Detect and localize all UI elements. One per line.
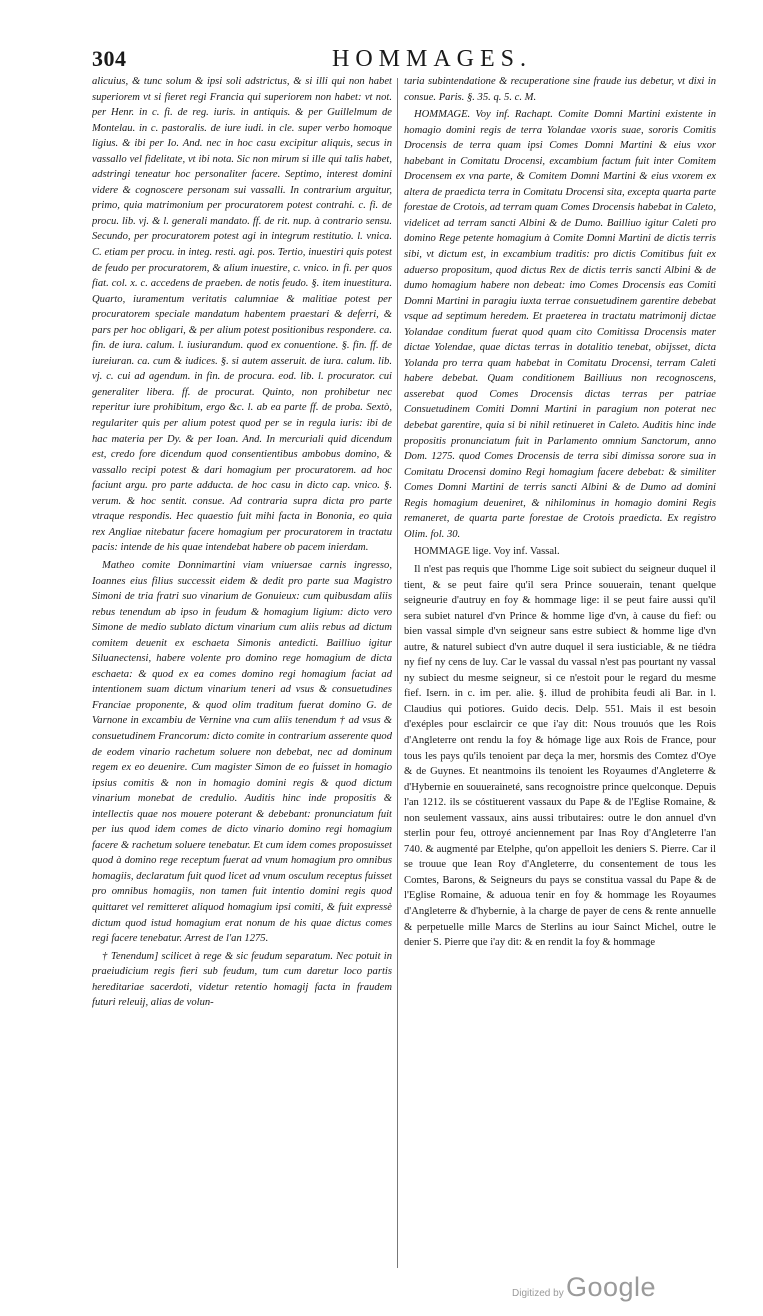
left-paragraph-2: Matheo comite Donnimartini viam vniuersae carnis ingresso, Ioannes eius filius successit eidem & dedit pro parte sua Magistro Simoni de tria fratri suo vinarium de Gonuieux: cum quibusdam aliis rebus tenendum ab ipso in feudum & homagium ligium: dicto vero Simone de medio sublato dictum vinarium cum aliis rebus ad dictum comitem deuenit ex eschaeta Simonis antedicti. Bailliuo igitur Siluanectensi, habere volente pro domino rege homagium de dicta eschaeta: & quod ex ea comes domino regi homagium faciat ad intentionem suam dictum vinarium teneri ad vsus & consuetudines Franciae proponente, & quod olim traditum fuerat domino G. de Varnone in excambiu de Vernine vna cum aliis tenendum † ad vsus & consuetudinem Francorum: dicto comite in contrarium asserente quod de eodem vinario rachetum soluere non debebat, nec ad dominum regem ex eo deuenire. Cum magister Simon de eo fuisset in homagio ipsius comitis & non in homagio domini regis & quod dictum vinarium monebat de credulio. Auditis hinc inde propositis & intellectis quae nos mouere poterant & debebant: pronunciatum fuit per ius quod idem comes de dicto vinario domino regi homagium facere & rachetum soluere tenebatur. Et cum idem comes proposuisset quod à domino rege receptum fuerat ad vnum homagium pro omnibus homagiis, declaratum fuit quod licet ad vnum osculum receptus fuisset pro omnibus homagiis, non tamen fuit intentio domini regis quod quittaret vel remitteret aliquod homagium ipsi comiti, & fuit expressè dictum quod istud homagium erat nonum de his quae dictus comes regi facere tenebatur. Arrest de l'an 1275.	[92, 559, 392, 945]
google-watermark	[512, 1272, 722, 1306]
right-column	[404, 74, 716, 1274]
left-column	[92, 74, 392, 1274]
right-paragraph-3: HOMMAGE lige. Voy inf. Vassal.	[414, 546, 560, 558]
left-paragraph-1: alicuius, & tunc solum & ipsi soli adstrictus, & si illi qui non habet superiorem vt si fieret regi Francia qui superiorem non habet: vt not. per Henr. in c. fi. de reg. iuris. in antiquis. & per Guillelmum de Montelau. in c. pastoralis. de iure iudi. in cle. super verbo homoque ligius. & ibi per Io. And. nec in hoc casu excipitur aliquis, secus in vassallo vel fidelitate, vt ibi nota. Sic non mirum si ille qui talis habet, adstringi teneatur hoc personaliter facere. Septimo, interest domini videre & cognoscere personam sui vassalli. In contrarium arguitur, primo, quia matrimonium per procuratorem potest contrahi. c. fi. de procu. lib. vj. & l. generali mandato. ff. de rit. nup. à contrario sensu. Secundo, per procuratorem potest agi in integrum restitutio. l. vnica. C. etiam per procu. in integ. resti. agi. pos. Tertio, inuestiri quis potest de feudo per procuratorem, & alium inuestire, c. vnico. in fi. per quos fiat. col. x. c. accedens de praeben. de notis feudo. §. item inuestitura. Quarto, iuramentum veritatis calumniae & malitiae potest per procuratorem speciale mandatum habentem praestari & deferri, & pars per hoc obligari, & per alium potest positionibus respondere. ca. fin. de iura. calum. l. iusiurandum. quod ex conuentione. §. fin. ff. de iureiuran. ca. cum & iudices. §. si autem asseruit. de iura. calum. lib. vj. c. cui ad agendum. in fin. de procura. eod. lib. l. procurator. cui generaliter libera. ff. de procurat. Quinto, non prohibetur nec reperitur iure prohibitum, ergo &c. l. ab ea parte ff. de proba. Sextò, regulariter quis per alium potest quod per se in regula iuris: ibi de hac materia per Dy. & per Ioan. And. In mercuriali quid dicendum est, credo fore dicendum quod consentientibus ambobus domino, & vassallo recipi potest & dari homagium per procuratorem. ad hoc faciunt argu. pro parte adducta. de hoc casu in dicto cap. vnico. §. verum. & hoc sentit. consue. Ad contraria supra dicta pro parte vtraque respondis. Hec quaestio fuit mihi facta in Bononia, eo quia rex Angliae nitebatur facere homagium per procuratorem in tractatu pacis: intende de his quae intendebat habere ob pacem inierdam.	[92, 76, 392, 554]
right-paragraph-4: Il n'est pas requis que l'homme Lige soit subiect du seigneur duquel il tient, & se peut faire qu'il sera Prince souuerain, tenant quelque seigneurie d'autruy en foy & hommage lige: il se peut faire aussi qu'il sera subiet naturel d'vn Prince & homme lige d'vn, à cause du fief: ou bien vassal simple d'vn seigneur sans estre subiect & homme lige d'vn autre, & naturel subiect d'vn autre duquel il sera iusticiable, & ne tiédra ny fief ny cens de luy. Car le vassal du vassal n'est pas pourtant ny vassal ny subiect du mesme seigneur, si ce n'estoit pour le regard du mesme fief. Isern. in c. im per. alie. §. illud de prohibita feudi ali Bar. in l. Claudius qui potiores. Guido decis. Delp. 551. Mais il est besoin d'exéples pour esclaircir ce que i'ay dit: Nous trouuós que les Rois d'Angleterre ont rendu la foy & hómage lige aux Rois de France, pour tous les pays qu'ils tenoient par deça la mer, horsmis des Comtez d'Oye & de Guynes. Et neantmoins ils tenoient les Royaumes d'Angleterre & d'Hybernie en souueraineté, sans recognoistre prince quelconque. Depuis l'an 1212. ils se cóstituerent vassaux du Pape & de l'Eglise Romaine, & non seulement vassaux, ains aussi tributaires: outre le don annuel d'vn sterlin pour feu, ottroyé anciennement par Inas Roy d'Angleterre l'an 740. & augmenté par Etelphe, qu'on appelloit les deniers S. Pierre. Car il se trouue que Iean Roy d'Angleterre, du consentement de tous les Comtes, Barons, & Seigneurs du pays se constitua vassal du Pape & de l'Eglise Romaine, & aduoua tenir en foy & hommage les Royaumes d'Angleterre & d'hybernie, à la charge de payer de cens & rente annuelle & perpetuelle mille Marcs de Sterlins au iour Sainct Michel, outre le denier S. Pierre que i'ay dit: & en rendit la foy & hommage	[404, 563, 716, 949]
right-paragraph-1: taria subintendatione & recuperatione sine fraude ius debetur, vt dixi in consue. Paris. §. 35. q. 5. c. M.	[404, 76, 716, 103]
digitized-by-text: Digitized by	[512, 1288, 564, 1299]
left-paragraph-3: † Tenendum] scilicet à rege & sic feudum separatum. Nec potuit in praeiudicium regis fieri sub feudum, tum cum daretur loco partis hereditariae sacerdoti, videtur retentio homagij facta in fraudem futuri releuij, alias de volun-	[92, 950, 392, 1009]
google-logo: Google	[566, 1272, 657, 1302]
right-paragraph-2: HOMMAGE. Voy inf. Rachapt. Comite Domni Martini existente in homagio domini regis de terra Yolandae vxoris suae, sororis Comitis Drocensis de terra quam ipsi Comes Domni Martini & eius vxor habebant in Comitatu Drocensi, excambium factum fuit inter Comitem Drocensem ex vna parte, & Comitem Domni Martini & eius vxorem ex altera de praedicta terra in Comitatu Drocensi sita, excepta quarta parte forestae de Crotois, ad terram quam Comes Drocensis habebat in Caleto, videlicet ad terram sancti Albini & de Dumo. Bailliuo igitur Caleti pro domino Rege petente homagium à Comite Domni Martini de dictis terris sibi, vt dictum est, in excambium traditis: pro dictis Comitibus fuit ex aduerso propositum, quod dictus Rex de dictis terris sancti Albini & de dumo homagium habere non debeat: imo Comes Drocensis eas Comiti Domni Martini in paragiu iuxta terrae consuetudinem garentire debebat vsque ad septimum heredem. Et praeterea in tractatu matrimonij dictae Yolandae conditum fuerat quod quam cito Comitissa Drocensis mater dictae Yolendae, quae dictas terras in dotalitio tenebat, obijsset, dicta Yolanda pro terra quam habebat in Comitatu Drocensi, terram Caleti habere debebat. Quam conditionem Bailliuus non recognoscens, asserebat quod Comes Drocensis dictas terras per patriae Consuetudinem Comiti Domni Martini in paragium non poterat nec debebat garentire, quia si bi nihil retinueret in Caleto. Auditis hinc inde propositis pronunciatum fuit in Parlamento omnium Sanctorum, anno Dom. 1275. quod Comes Drocensis de terra sibi dimissa sorore sua in Comitatu Drocensi domino Regi homagium facere debebat: & similiter Comes Domni Martini de terris sancti Albini & de Dumo ad domini Regis homagium deueniret, & nihilominus in homagio domini Regis remaneret, de quarta parte forestae de Crotois praedicta. Ex registro Olim. fol. 30.	[404, 109, 716, 540]
column-divider	[397, 78, 398, 1268]
running-title: HOMMAGES.	[331, 46, 532, 72]
page-number: 304	[92, 46, 127, 71]
